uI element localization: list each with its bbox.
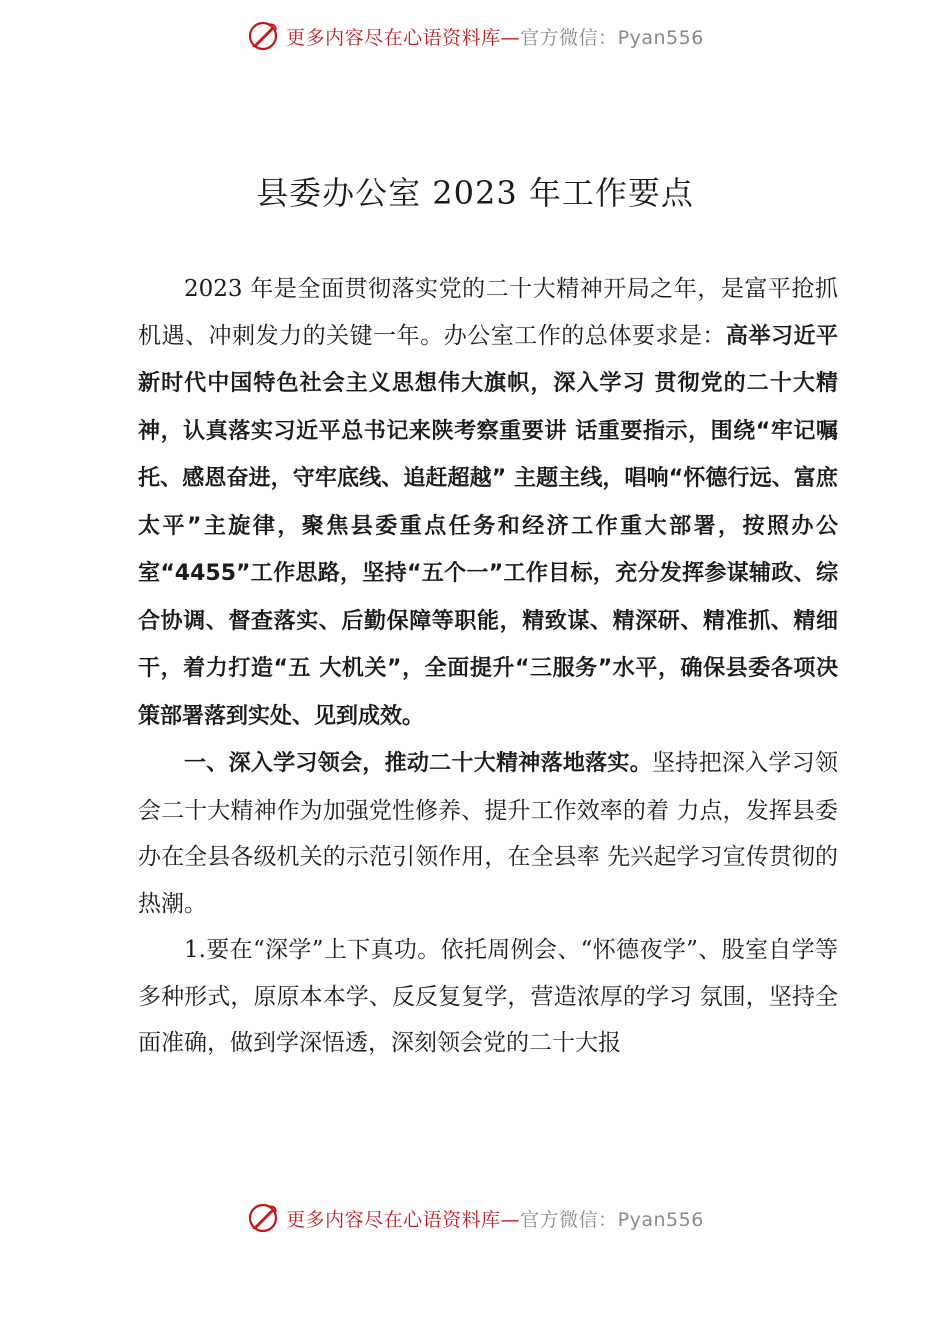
watermark-header: [0, 16, 950, 56]
document-title: 县委办公室 2023 年工作要点: [256, 174, 694, 212]
section-1-heading: 一、深入学习领会，推动二十大精神落地落实。: [184, 751, 652, 776]
watermark-text-gray: 官方微信：Pyan556: [520, 1208, 704, 1231]
item-1-text: 1.要在“深学”上下真功。依托周例会、“怀德夜学”、股室自学等多种形式，原原本本学、反反复复学，营造浓厚的学习 氛围，坚持全面准确，做到学深悟透，深刻领会党的二十大报: [138, 937, 838, 1056]
watermark-footer: [0, 1198, 950, 1238]
section-1-paragraph: [138, 740, 838, 927]
quill-logo-icon: [246, 1201, 280, 1235]
watermark-text-red: 更多内容尽在心语资料库—: [286, 1208, 521, 1231]
watermark-text-red: 更多内容尽在心语资料库—: [286, 26, 521, 49]
intro-bold-text: 高举习近平新时代中国特色社会主义思想伟大旗帜，深入学习 贯彻党的二十大精神，认真落实习近平总书记来陕考察重要讲 话重要指示，围绕“牢记嘱托、感恩奋进，守牢底线、追赶超越” 主题主线，唱响“怀德行远、富庶太平”主旋律，聚焦县委重点任务和经济工作重大部署，按照办公室“4455”工作思路，坚持“五个一”工作目标，充分发挥参谋辅政、综合协调、督查落实、后勤保障等职能，精致谋、精深研、精准抓、精细干，着力打造“五 大机关”，全面提升“三服务”水平，确保县委各项决策部署落到实处、见到成效。: [138, 323, 838, 729]
section-1-text: 坚持把深入学习领会二十大精神作为加强党性修养、提升工作效率的着 力点，发挥县委办在全县各级机关的示范引领作用，在全县率 先兴起学习宣传贯彻的热潮。: [138, 750, 838, 917]
intro-plain-text: 2023 年是全面贯彻落实党的二十大精神开局之年，是富平抢抓机遇、冲刺发力的关键一年。办公室工作的总体要求是：: [138, 276, 838, 349]
intro-paragraph: [138, 266, 838, 740]
document-body: [138, 266, 838, 1067]
quill-logo-icon: [246, 19, 280, 53]
item-1-paragraph: [138, 927, 838, 1067]
watermark-text-gray: 官方微信：Pyan556: [520, 26, 704, 49]
